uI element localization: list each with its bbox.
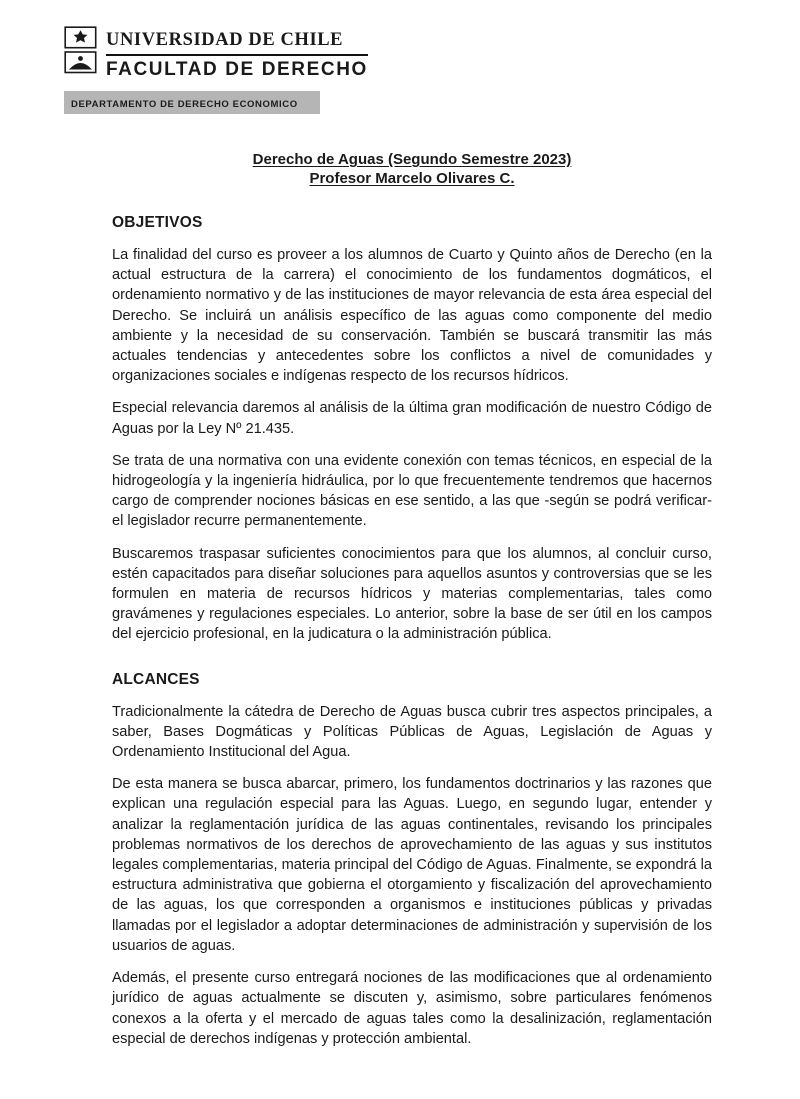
department-name: DEPARTAMENTO DE DERECHO ECONOMICO bbox=[71, 99, 298, 110]
university-name: UNIVERSIDAD DE CHILE bbox=[106, 30, 368, 56]
section-heading-objetivos: OBJETIVOS bbox=[112, 214, 203, 231]
department-bar bbox=[64, 91, 320, 114]
course-title: Derecho de Aguas (Segundo Semestre 2023) bbox=[252, 151, 572, 168]
letterhead bbox=[64, 24, 712, 81]
paragraph: Se trata de una normativa con una evidente conexión con temas técnicos, en especial de la hidrogeología y la ingeniería hidráulica, por lo que frecuentemente tendremos que hacernos cargo de comprender nociones básicas en ese sentido, a las que -según se podrá verificar- el legislador recurre permanentemente. bbox=[112, 452, 712, 530]
paragraph: La finalidad del curso es proveer a los alumnos de Cuarto y Quinto años de Derecho (en la actual estructura de la carrera) el conocimiento de los fundamentos dogmáticos, el ordenamiento normativo y de las instituciones de mayor relevancia de esta área especial del Derecho. Se incluirá un análisis específico de las aguas como componente del medio ambiente y la necesidad de su conservación. También se buscará transmitir las más actuales tendencias y antecedentes sobre los conflictos a nivel de comunidades y organizaciones sociales e indígenas respecto de los recursos hídricos. bbox=[112, 247, 712, 385]
paragraph: Especial relevancia daremos al análisis de la última gran modificación de nuestro Código de Aguas por la Ley Nº 21.435. bbox=[112, 400, 712, 437]
letterhead-text bbox=[106, 24, 368, 81]
section-objetivos bbox=[112, 214, 712, 645]
section-heading-alcances: ALCANCES bbox=[112, 670, 200, 688]
university-crest-icon bbox=[64, 24, 97, 79]
paragraph: Tradicionalmente la cátedra de Derecho de Aguas busca cubrir tres aspectos principales, a saber, Bases Dogmáticas y Políticas Públicas de Aguas, Legislación de Aguas y Ordenamiento Institucional del Agua. bbox=[112, 703, 712, 761]
professor-name: Profesor Marcelo Olivares C. bbox=[309, 170, 515, 187]
paragraph: Buscaremos traspasar suficientes conocimientos para que los alumnos, al concluir curso, estén capacitados para diseñar soluciones para aquellos asuntos y controversias que se les formulen en materia de recursos hídricos y materias complementarias, tales como gravámenes y regulaciones especiales. Lo anterior, sobre la base de ser útil en los campos del ejercicio profesional, en la judicatura o la administración pública. bbox=[112, 545, 712, 643]
paragraph: De esta manera se busca abarcar, primero, los fundamentos doctrinarios y las razones que explican una regulación especial para las Aguas. Luego, en segundo lugar, entender y analizar la reglamentación jurídica de las aguas continentales, revisando los principales problemas normativos de los derechos de aprovechamiento de las aguas y sus institutos legales complementarias, materia principal del Código de Aguas. Finalmente, se expondrá la estructura administrativa que gobierna el otorgamiento y fiscalización del aprovechamiento de las aguas, los que corresponden a organismos e instituciones públicas y privadas llamadas por el legislador a adoptar determinaciones de administración y supervisión de los usuarios de aguas. bbox=[112, 776, 712, 954]
document-title bbox=[112, 150, 712, 188]
section-alcances bbox=[112, 671, 712, 1049]
document-body bbox=[112, 150, 712, 1049]
paragraph: Además, el presente curso entregará nociones de las modificaciones que al ordenamiento jurídico de aguas actualmente se discuten y, asimismo, sobre particulares fenómenos conexos a la oferta y el mercado de aguas tales como la desalinización, reglamentación especial de derechos indígenas y protección ambiental. bbox=[112, 970, 712, 1047]
faculty-name: FACULTAD DE DERECHO bbox=[106, 59, 368, 80]
